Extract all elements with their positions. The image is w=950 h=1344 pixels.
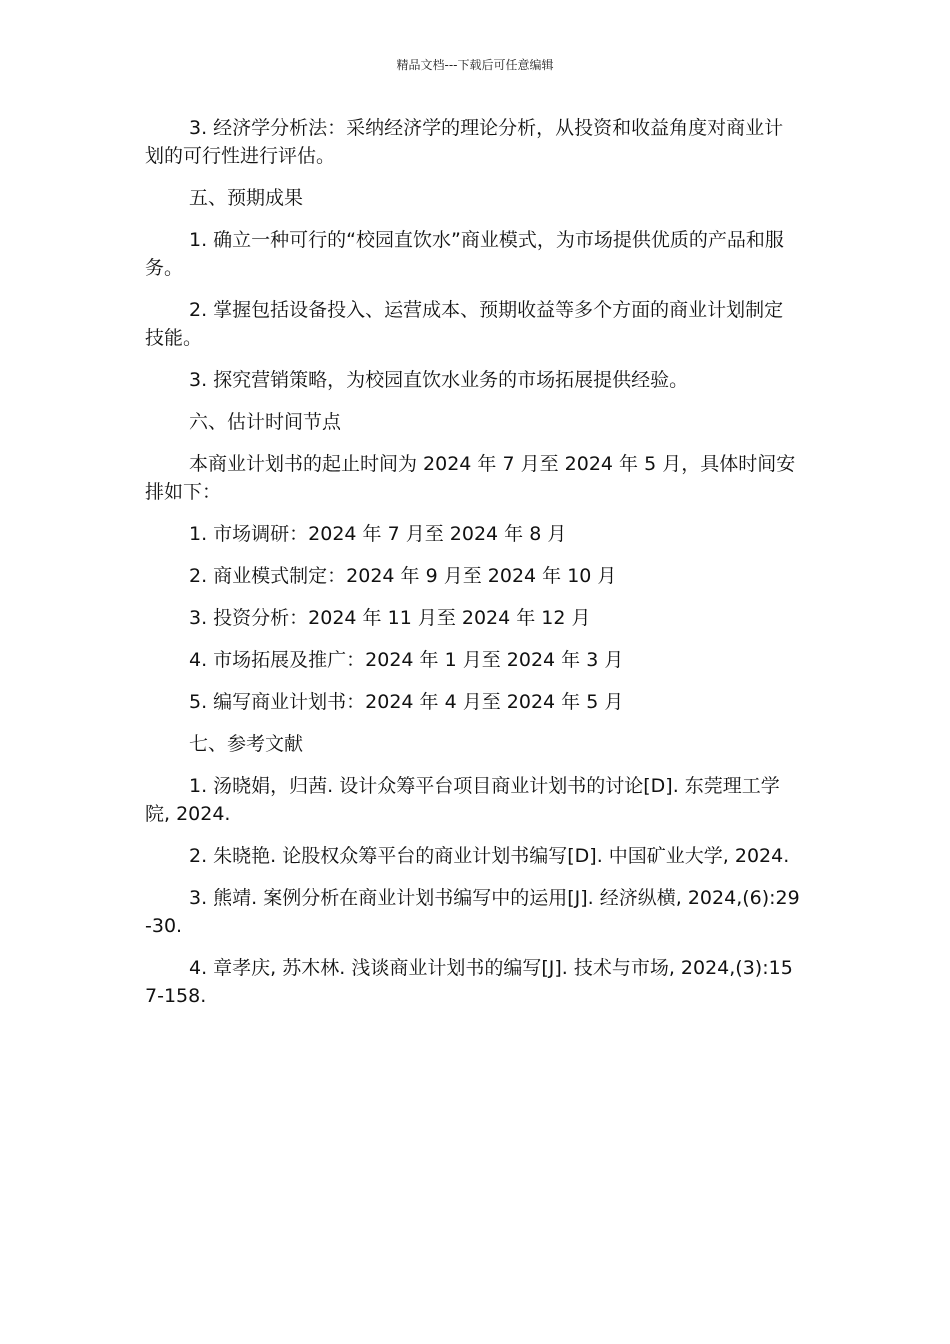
reference-2: 2. 朱晓艳. 论股权众筹平台的商业计划书编写[D]. 中国矿业大学, 2024. [189,845,790,867]
timeline-item-3: 3. 投资分析：2024 年 11 月至 2024 年 12 月 [189,607,591,629]
timeline-item-2: 2. 商业模式制定：2024 年 9 月至 2024 年 10 月 [189,565,617,587]
timeline-item-5: 5. 编写商业计划书：2024 年 4 月至 2024 年 5 月 [189,691,624,713]
expected-result-1: 1. 确立一种可行的“校园直饮水”商业模式，为市场提供优质的产品和服务。 [145,229,784,279]
reference-1: 1. 汤晓娟，归茜. 设计众筹平台项目商业计划书的讨论[D]. 东莞理工学院, 2024. [145,775,780,825]
timeline-intro: 本商业计划书的起止时间为 2024 年 7 月至 2024 年 5 月，具体时间安排如下： [145,453,796,503]
expected-result-3: 3. 探究营销策略，为校园直饮水业务的市场拓展提供经验。 [189,369,689,391]
reference-4: 4. 章孝庆, 苏木林. 浅谈商业计划书的编写[J]. 技术与市场, 2024,(3):157-158. [145,957,793,1007]
section-heading-references: 七、参考文献 [189,733,304,755]
document-body [145,114,800,1024]
section-heading-expected-results: 五、预期成果 [189,187,304,209]
timeline-item-1: 1. 市场调研：2024 年 7 月至 2024 年 8 月 [189,523,567,545]
expected-result-2: 2. 掌握包括设备投入、运营成本、预期收益等多个方面的商业计划制定技能。 [145,299,784,349]
reference-3: 3. 熊靖. 案例分析在商业计划书编写中的运用[J]. 经济纵横, 2024,(6):29-30. [145,887,800,937]
method-economics-paragraph: 3. 经济学分析法：采纳经济学的理论分析，从投资和收益角度对商业计划的可行性进行评估。 [145,117,784,167]
timeline-item-4: 4. 市场拓展及推广：2024 年 1 月至 2024 年 3 月 [189,649,624,671]
section-heading-timeline: 六、估计时间节点 [189,411,342,433]
page-header: 精品文档---下载后可任意编辑 [396,58,554,72]
